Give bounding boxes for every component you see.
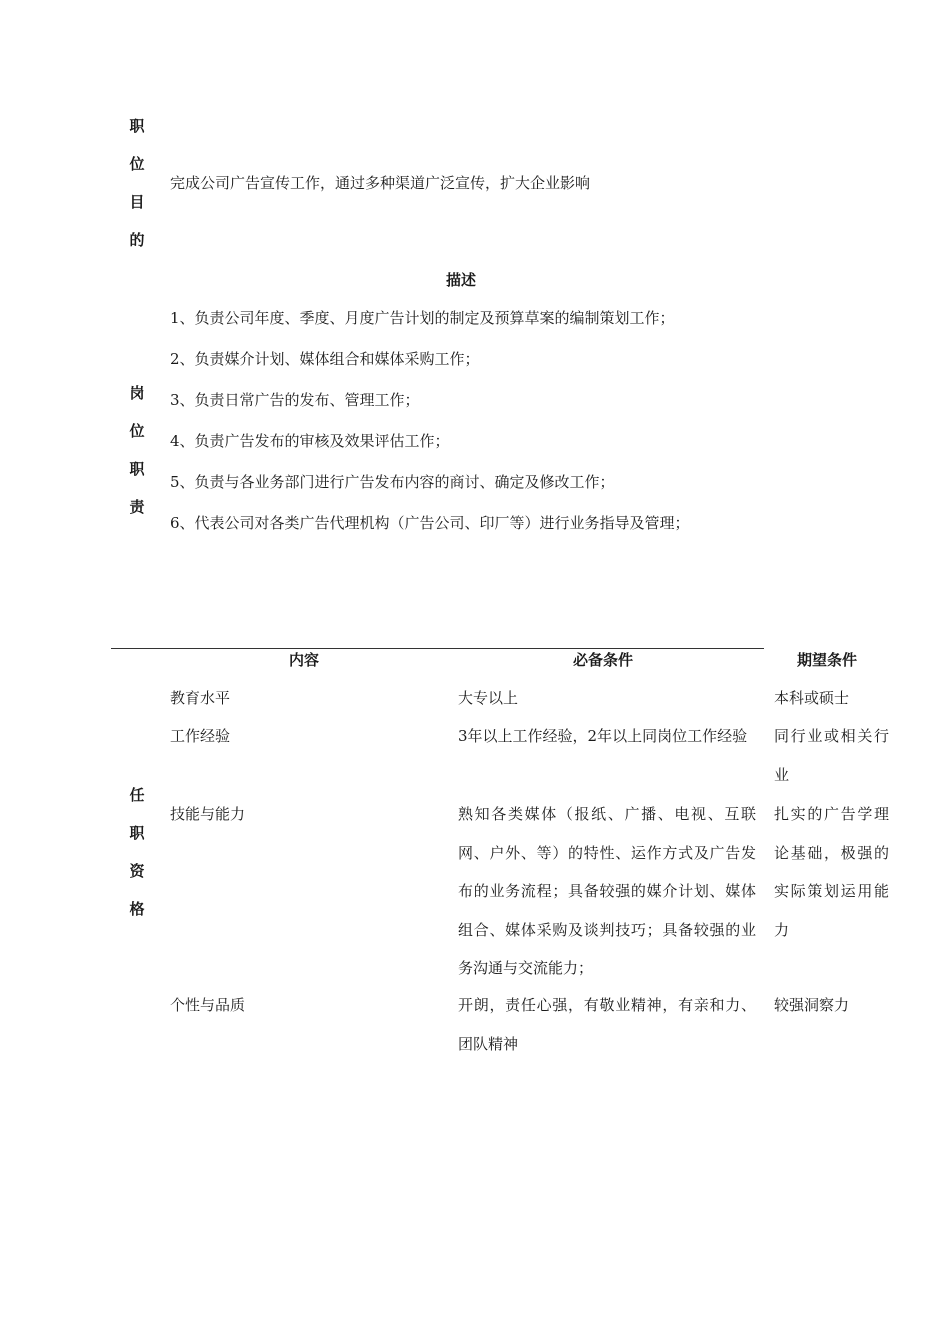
duty-item: 4、负责广告发布的审核及效果评估工作； — [170, 432, 450, 450]
qualification-required: 大专以上 — [458, 689, 519, 707]
column-header-content: 内容 — [289, 651, 320, 669]
qualification-expected: 扎实的广告学理论基础，极强的实际策划运用能力 — [774, 805, 889, 939]
label-char: 位 — [129, 422, 145, 440]
label-char: 格 — [129, 900, 145, 918]
label-char: 职 — [129, 117, 145, 135]
label-char: 职 — [129, 460, 145, 478]
duty-item: 3、负责日常广告的发布、管理工作； — [170, 391, 420, 409]
label-char: 目 — [129, 193, 145, 211]
duties-heading: 描述 — [446, 271, 477, 289]
column-header-required: 必备条件 — [573, 651, 634, 669]
qualification-item: 教育水平 — [170, 689, 231, 707]
qualification-required: 3年以上工作经验，2年以上同岗位工作经验 — [458, 727, 748, 745]
duty-item: 2、负责媒介计划、媒体组合和媒体采购工作； — [170, 350, 480, 368]
qualification-item: 技能与能力 — [170, 805, 246, 823]
qualification-expected: 同行业或相关行业 — [774, 727, 889, 784]
label-char: 的 — [129, 231, 145, 249]
qualification-item: 工作经验 — [170, 727, 231, 745]
label-char: 任 — [129, 786, 145, 804]
duty-item: 6、代表公司对各类广告代理机构（广告公司、印厂等）进行业务指导及管理； — [170, 514, 690, 532]
duty-item: 5、负责与各业务部门进行广告发布内容的商讨、确定及修改工作； — [170, 473, 615, 491]
label-char: 岗 — [129, 384, 145, 402]
table-top-rule — [111, 648, 764, 649]
qualification-expected: 本科或硕士 — [774, 689, 850, 707]
qualification-item: 个性与品质 — [170, 996, 246, 1014]
qualifications-label — [128, 776, 146, 928]
qualification-expected: 较强洞察力 — [774, 996, 850, 1014]
label-char: 责 — [129, 498, 145, 516]
position-purpose-text: 完成公司广告宣传工作，通过多种渠道广泛宣传，扩大企业影响 — [170, 174, 591, 192]
column-header-expected: 期望条件 — [797, 651, 858, 669]
qualification-required: 熟知各类媒体（报纸、广播、电视、互联网、户外、等）的特性、运作方式及广告发布的业务流程；具备较强的媒介计划、媒体组合、媒体采购及谈判技巧；具备较强的业务沟通与交流能力； — [458, 805, 756, 977]
duties-label — [128, 374, 146, 526]
duty-item: 1、负责公司年度、季度、月度广告计划的制定及预算草案的编制策划工作； — [170, 309, 675, 327]
label-char: 职 — [129, 824, 145, 842]
position-purpose-label — [128, 107, 146, 259]
qualification-required: 开朗，责任心强，有敬业精神，有亲和力、团队精神 — [458, 996, 756, 1053]
label-char: 资 — [129, 862, 145, 880]
label-char: 位 — [129, 155, 145, 173]
